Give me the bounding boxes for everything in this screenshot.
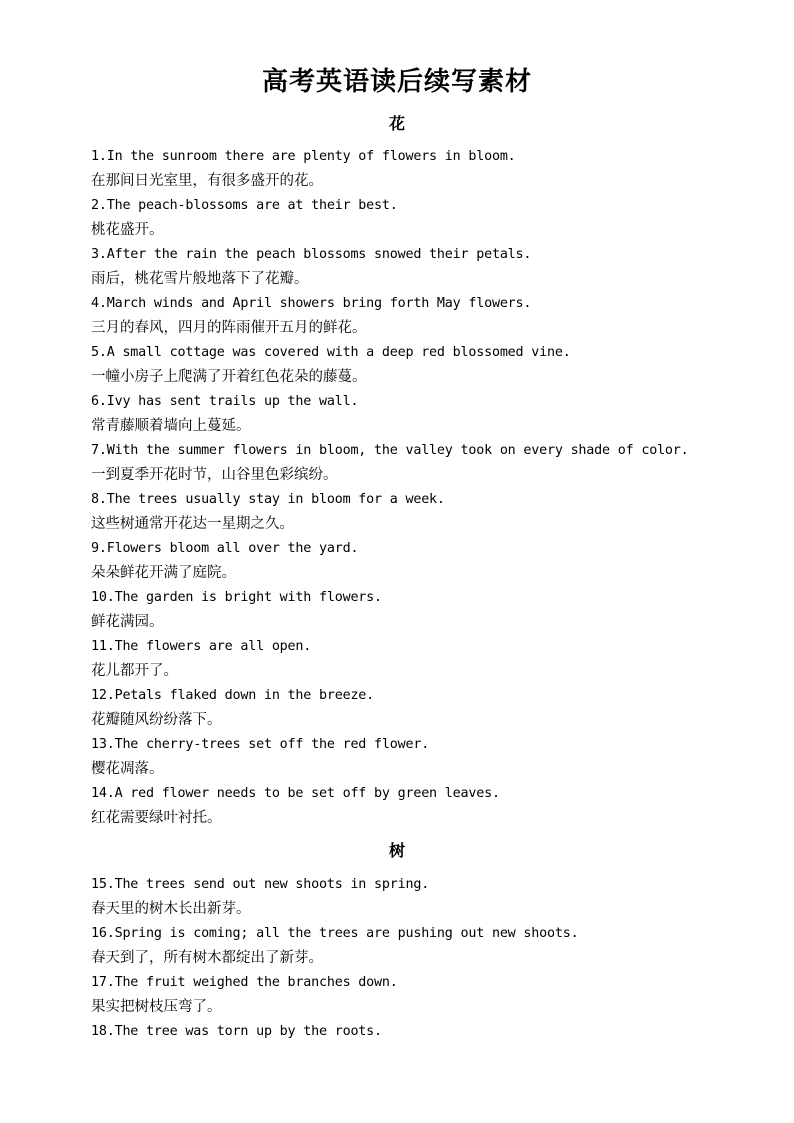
english-sentence: 5.A small cottage was covered with a deep red blossomed vine.: [91, 345, 571, 360]
phrase-entry-5: [91, 341, 731, 390]
chinese-translation: 这些树通常开花达一星期之久。: [91, 516, 294, 532]
english-sentence: 9.Flowers bloom all over the yard.: [91, 541, 359, 556]
phrase-entry-9: [91, 537, 731, 586]
chinese-translation: 雨后，桃花雪片般地落下了花瓣。: [91, 271, 309, 287]
chinese-translation: 花儿都开了。: [91, 663, 178, 679]
english-sentence: 14.A red flower needs to be set off by green leaves.: [91, 786, 500, 801]
english-sentence: 17.The fruit weighed the branches down.: [91, 975, 398, 990]
section-entries-flowers: [91, 145, 731, 831]
english-sentence: 1.In the sunroom there are plenty of flowers in bloom.: [91, 149, 516, 164]
phrase-entry-17: [91, 971, 731, 1020]
chinese-translation: 春天到了，所有树木都绽出了新芽。: [91, 950, 323, 966]
chinese-translation: 常青藤顺着墙向上蔓延。: [91, 418, 251, 434]
english-sentence: 11.The flowers are all open.: [91, 639, 312, 654]
section-heading-flowers: 花: [388, 114, 405, 133]
chinese-translation: 鲜花满园。: [91, 614, 164, 630]
chinese-translation: 果实把树枝压弯了。: [91, 999, 222, 1015]
phrase-entry-1: [91, 145, 731, 194]
english-sentence: 4.March winds and April showers bring forth May flowers.: [91, 296, 532, 311]
phrase-entry-13: [91, 733, 731, 782]
phrase-entry-6: [91, 390, 731, 439]
phrase-entry-7: [91, 439, 731, 488]
english-sentence: 10.The garden is bright with flowers.: [91, 590, 382, 605]
english-sentence: 2.The peach-blossoms are at their best.: [91, 198, 398, 213]
chinese-translation: 在那间日光室里，有很多盛开的花。: [91, 173, 323, 189]
phrase-entry-18: [91, 1020, 731, 1069]
phrase-entry-10: [91, 586, 731, 635]
document-title: 高考英语读后续写素材: [261, 67, 532, 97]
english-sentence: 13.The cherry-trees set off the red flower.: [91, 737, 430, 752]
english-sentence: 7.With the summer flowers in bloom, the valley took on every shade of color.: [91, 443, 689, 458]
phrase-entry-14: [91, 782, 731, 831]
phrase-entry-11: [91, 635, 731, 684]
section-entries-trees: [91, 873, 731, 1069]
chinese-translation: 春天里的树木长出新芽。: [91, 901, 251, 917]
english-sentence: 18.The tree was torn up by the roots.: [91, 1024, 382, 1039]
chinese-translation: 三月的春风，四月的阵雨催开五月的鲜花。: [91, 320, 367, 336]
chinese-translation: 红花需要绿叶衬托。: [91, 810, 222, 826]
phrase-entry-4: [91, 292, 731, 341]
phrase-entry-15: [91, 873, 731, 922]
english-sentence: 3.After the rain the peach blossoms snowed their petals.: [91, 247, 532, 262]
english-sentence: 8.The trees usually stay in bloom for a week.: [91, 492, 445, 507]
english-sentence: 15.The trees send out new shoots in spring.: [91, 877, 430, 892]
phrase-entry-16: [91, 922, 731, 971]
phrase-entry-2: [91, 194, 731, 243]
chinese-translation: 一到夏季开花时节，山谷里色彩缤纷。: [91, 467, 338, 483]
phrase-entry-8: [91, 488, 731, 537]
section-heading-trees: 树: [388, 841, 405, 860]
english-sentence: 16.Spring is coming; all the trees are pushing out new shoots.: [91, 926, 579, 941]
chinese-translation: 桃花盛开。: [91, 222, 164, 238]
english-sentence: 12.Petals flaked down in the breeze.: [91, 688, 375, 703]
chinese-translation: 一幢小房子上爬满了开着红色花朵的藤蔓。: [91, 369, 367, 385]
english-sentence: 6.Ivy has sent trails up the wall.: [91, 394, 359, 409]
chinese-translation: 朵朵鲜花开满了庭院。: [91, 565, 236, 581]
chinese-translation: 花瓣随风纷纷落下。: [91, 712, 222, 728]
phrase-entry-3: [91, 243, 731, 292]
chinese-translation: 樱花凋落。: [91, 761, 164, 777]
phrase-entry-12: [91, 684, 731, 733]
